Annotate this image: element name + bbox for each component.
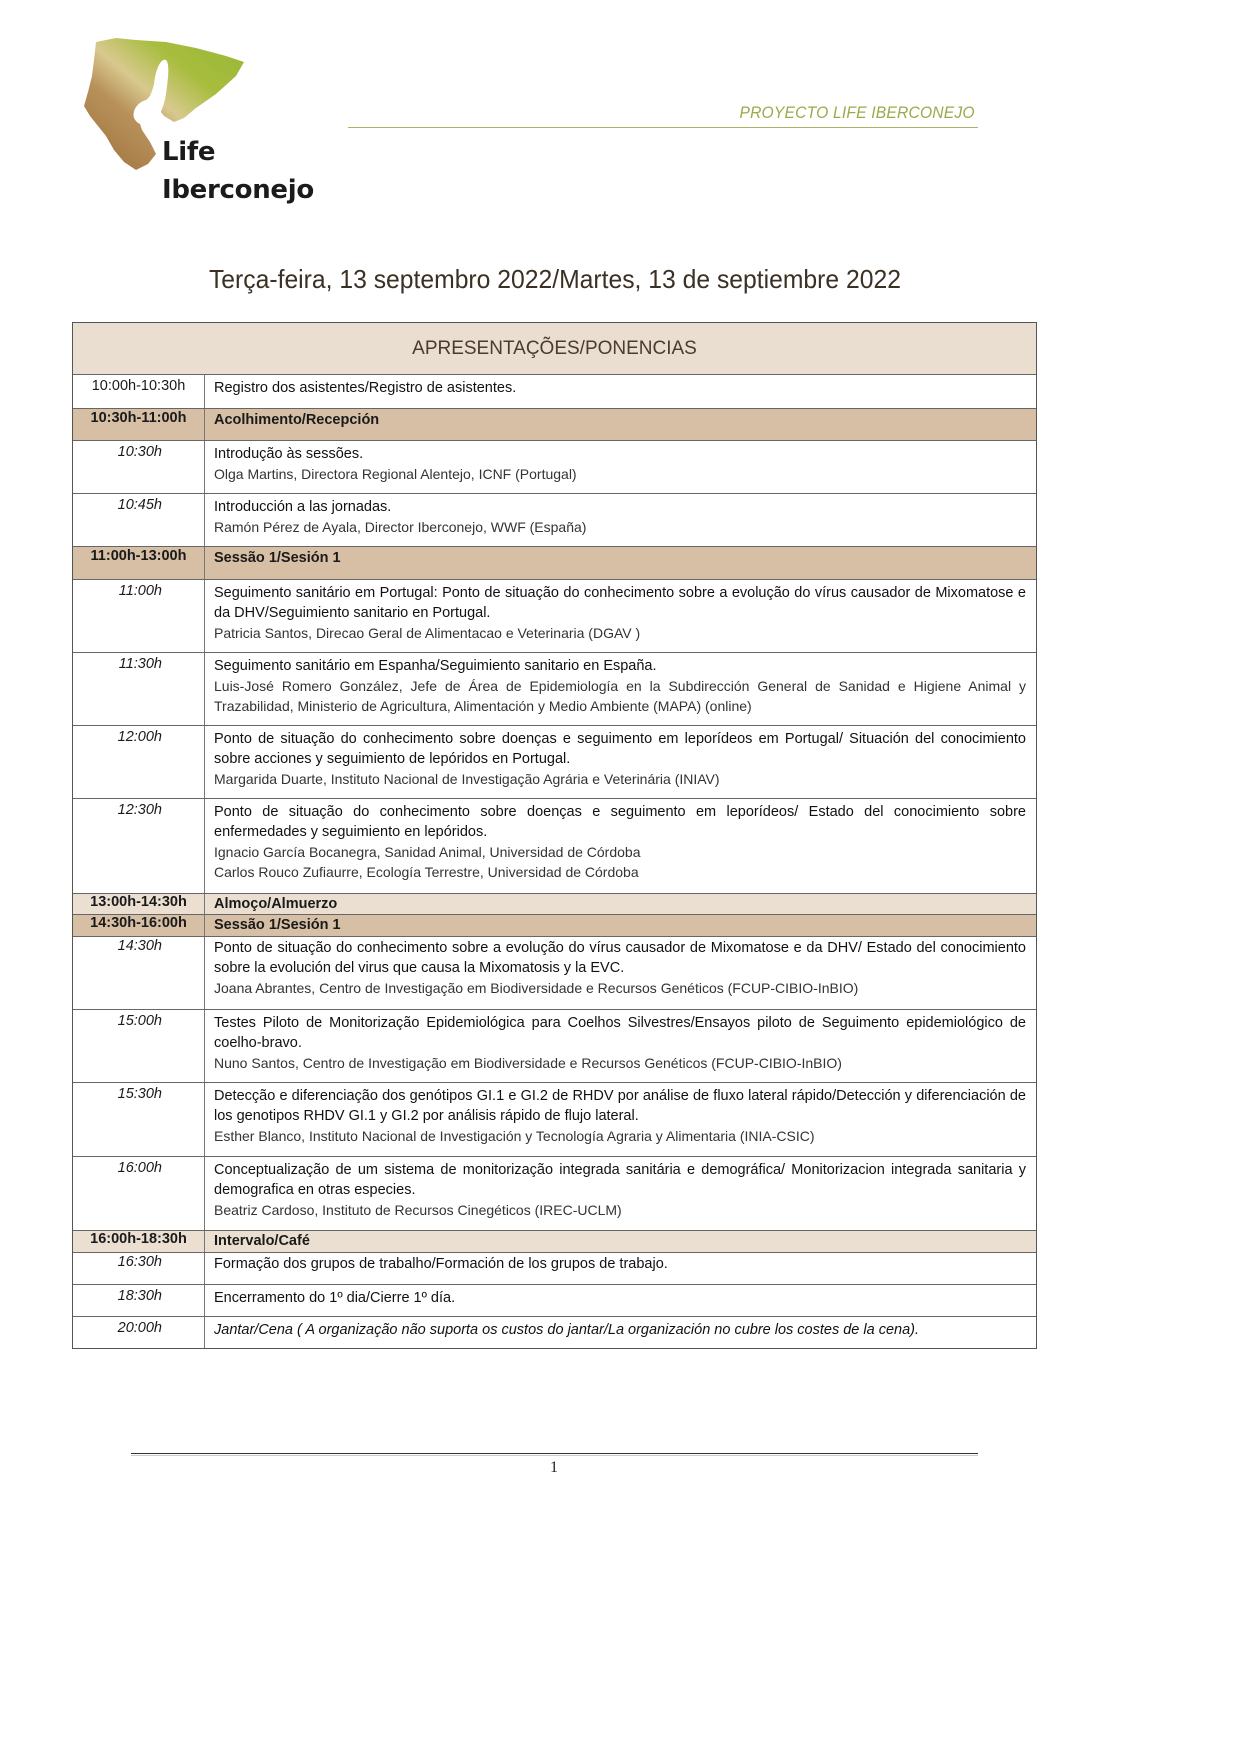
desc-cell <box>205 1285 1036 1316</box>
table-row <box>73 374 1036 408</box>
time-cell: 14:30h-16:00h <box>73 915 205 936</box>
session-title: Sessão 1/Sesión 1 <box>214 550 341 566</box>
logo-text-life: Life <box>162 137 216 167</box>
project-header: PROYECTO LIFE IBERCONEJO <box>739 103 975 122</box>
time-cell: 14:30h <box>73 937 205 1009</box>
table-row <box>73 1252 1036 1284</box>
table-row <box>73 1009 1036 1082</box>
time-cell: 10:45h <box>73 494 205 546</box>
item-title: Conceptualização de um sistema de monitorização integrada sanitária e demográfica/ Monitorizacion integrada sanitaria y demografica en otras especies. <box>214 1162 1026 1198</box>
item-title: Detecção e diferenciação dos genótipos GI.1 e GI.2 de RHDV por análise de fluxo lateral rápido/Detección y diferenciación de los genotipos RHDV GI.1 y GI.2 por análisis rápido de flujo lateral. <box>214 1088 1026 1124</box>
table-row <box>73 725 1036 798</box>
item-title: Registro dos asistentes/Registro de asistentes. <box>214 380 517 396</box>
speaker: Olga Martins, Directora Regional Alentejo, ICNF (Portugal) <box>214 466 577 482</box>
item-title: Encerramento do 1º dia/Cierre 1º día. <box>214 1290 456 1306</box>
item-title: Seguimento sanitário em Portugal: Ponto de situação do conhecimento sobre a evolução do vírus causador de Mixomatose e da DHV/Seguimiento sanitario en Portugal. <box>214 585 1026 621</box>
desc-cell <box>205 1010 1036 1082</box>
item-title: Ponto de situação do conhecimento sobre a evolução do vírus causador de Mixomatose e da DHV/ Estado del conocimiento sobre la evolución del virus que causa la Mixomatosis y la EVC. <box>214 940 1026 976</box>
desc-cell <box>205 1083 1036 1156</box>
table-row <box>73 440 1036 493</box>
time-cell: 12:00h <box>73 726 205 798</box>
desc-cell <box>205 937 1036 1009</box>
table-row <box>73 936 1036 1009</box>
desc-cell <box>205 726 1036 798</box>
time-cell: 15:00h <box>73 1010 205 1082</box>
life-iberconejo-logo <box>76 36 326 216</box>
time-cell: 10:00h-10:30h <box>73 375 205 408</box>
table-row <box>73 579 1036 652</box>
table-row <box>73 652 1036 725</box>
time-cell: 12:30h <box>73 799 205 893</box>
session-row <box>73 914 1036 936</box>
page-number: 1 <box>550 1459 558 1476</box>
speaker: Joana Abrantes, Centro de Investigação em Biodiversidade e Recursos Genéticos (FCUP-CIBIO-InBIO) <box>214 980 859 996</box>
session-row <box>73 408 1036 440</box>
session-title: Acolhimento/Recepción <box>214 412 380 428</box>
speaker: Patricia Santos, Direcao Geral de Alimentacao e Veterinaria (DGAV ) <box>214 625 641 641</box>
time-cell: 20:00h <box>73 1317 205 1348</box>
speaker: Carlos Rouco Zufiaurre, Ecología Terrestre, Universidad de Córdoba <box>214 864 639 880</box>
item-title: Introdução às sessões. <box>214 446 364 462</box>
footer-divider <box>131 1453 978 1454</box>
time-cell: 11:00h <box>73 580 205 652</box>
header-divider <box>348 127 978 128</box>
session-row <box>73 1230 1036 1252</box>
speaker: Margarida Duarte, Instituto Nacional de Investigação Agrária e Veterinária (INIAV) <box>214 771 720 787</box>
footer-divider-shadow <box>131 1455 978 1456</box>
program-table <box>72 322 1037 1349</box>
speaker: Ramón Pérez de Ayala, Director Iberconejo, WWF (España) <box>214 519 587 535</box>
session-row <box>73 893 1036 914</box>
time-cell: 10:30h-11:00h <box>73 409 205 440</box>
time-cell: 16:30h <box>73 1253 205 1284</box>
session-row <box>73 546 1036 579</box>
table-row <box>73 1082 1036 1156</box>
time-cell: 10:30h <box>73 441 205 493</box>
time-cell: 16:00h <box>73 1157 205 1230</box>
desc-cell <box>205 799 1036 893</box>
speaker: Nuno Santos, Centro de Investigação em Biodiversidade e Recursos Genéticos (FCUP-CIBIO-InBIO) <box>214 1055 842 1071</box>
table-row <box>73 1316 1036 1348</box>
session-title: Almoço/Almuerzo <box>214 896 338 912</box>
item-title: Ponto de situação do conhecimento sobre doenças e seguimento em leporídeos/ Estado del conocimiento sobre enfermedades y seguimiento en lepóridos. <box>214 804 1026 840</box>
desc-cell <box>205 441 1036 493</box>
speaker: Ignacio García Bocanegra, Sanidad Animal, Universidad de Córdoba <box>214 844 641 860</box>
time-cell: 11:00h-13:00h <box>73 547 205 579</box>
item-title: Introducción a las jornadas. <box>214 499 392 515</box>
time-cell: 11:30h <box>73 653 205 725</box>
desc-cell <box>205 1157 1036 1230</box>
desc-cell <box>205 375 1036 408</box>
item-title: Formação dos grupos de trabalho/Formación de los grupos de trabajo. <box>214 1256 668 1272</box>
table-row <box>73 493 1036 546</box>
item-title: Ponto de situação do conhecimento sobre doenças e seguimento em leporídeos em Portugal/ Situación del conocimiento sobre acciones y seguimiento de lepóridos en Portugal. <box>214 731 1026 767</box>
speaker: Esther Blanco, Instituto Nacional de Investigación y Tecnología Agraria y Alimentaria (INIA-CSIC) <box>214 1128 815 1144</box>
desc-cell <box>205 580 1036 652</box>
item-title: Jantar/Cena ( A organização não suporta os custos do jantar/La organización no cubre los costes de la cena). <box>214 1322 920 1338</box>
desc-cell <box>205 494 1036 546</box>
session-title: Sessão 1/Sesión 1 <box>214 917 341 933</box>
speaker: Luis-José Romero González, Jefe de Área de Epidemiología en la Subdirección General de Sanidad e Higiene Animal y Trazabilidad, Ministerio de Agricultura, Alimentación y Medio Ambiente (MAPA) (online) <box>214 678 1026 714</box>
speaker: Beatriz Cardoso, Instituto de Recursos Cinegéticos (IREC-UCLM) <box>214 1202 622 1218</box>
session-title: Intervalo/Café <box>214 1233 310 1249</box>
logo-text-iberconejo: Iberconejo <box>162 175 314 205</box>
table-row <box>73 798 1036 893</box>
table-row <box>73 1156 1036 1230</box>
item-title: Seguimento sanitário em Espanha/Seguimiento sanitario en España. <box>214 658 657 674</box>
time-cell: 13:00h-14:30h <box>73 894 205 914</box>
item-title: Testes Piloto de Monitorização Epidemiológica para Coelhos Silvestres/Ensayos piloto de Seguimento epidemiológico de coelho-bravo. <box>214 1015 1026 1051</box>
desc-cell <box>205 1317 1036 1348</box>
page-title: Terça-feira, 13 septembro 2022/Martes, 13 de septiembre 2022 <box>208 264 901 294</box>
time-cell: 16:00h-18:30h <box>73 1231 205 1252</box>
desc-cell <box>205 653 1036 725</box>
table-heading: APRESENTAÇÕES/PONENCIAS <box>73 323 1036 374</box>
table-row <box>73 1284 1036 1316</box>
time-cell: 15:30h <box>73 1083 205 1156</box>
desc-cell <box>205 1253 1036 1284</box>
time-cell: 18:30h <box>73 1285 205 1316</box>
